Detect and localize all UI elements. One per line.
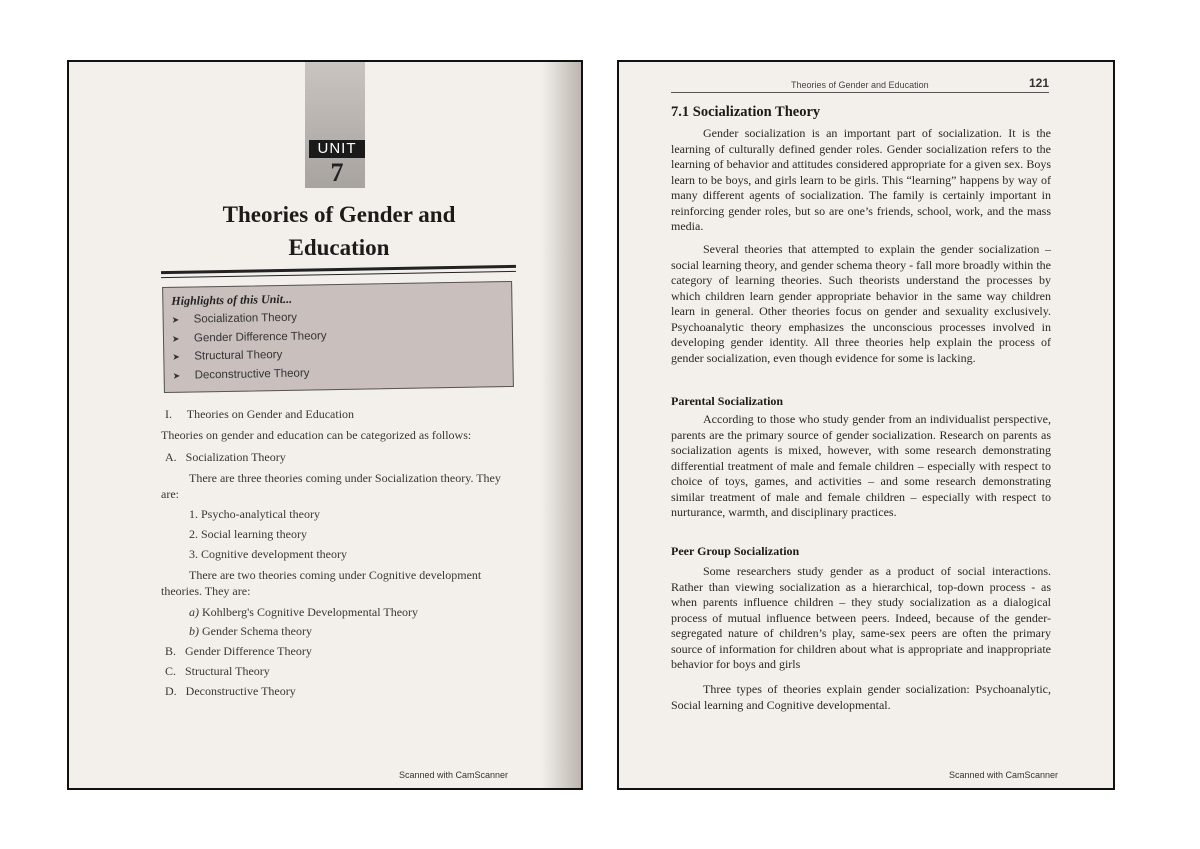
arrow-icon: ➤ <box>172 370 181 381</box>
cognitive-item-a-label: a) <box>189 605 199 619</box>
heading-parental-socialization: Parental Socialization <box>671 394 784 408</box>
right-page-paper <box>619 62 1113 788</box>
sub-list-item: 3. Cognitive development theory <box>189 547 347 561</box>
cognitive-item-a <box>189 605 418 620</box>
page-edge-shadow <box>541 62 581 788</box>
cognitive-item-b-text: Gender Schema theory <box>202 624 312 638</box>
arrow-icon: ➤ <box>172 351 180 362</box>
highlight-label: Gender Difference Theory <box>193 329 327 345</box>
left-page-frame <box>67 60 583 790</box>
paragraph-1: Gender socialization is an important part of socialization. It is the learning of culturally defined gender roles. Gender socialization refers to the learning of behavior and attitudes considered appropriate for a given sex. Boys learn to be boys, and girls learn to be girls. This “learning” happens by way of many different agents of socialization. The family is certainly important in reinforcing gender roles, but so are one’s friends, school, work, and the mass media. <box>671 126 1051 233</box>
highlight-label: Structural Theory <box>194 348 283 363</box>
highlight-label: Deconstructive Theory <box>194 367 310 382</box>
heading-peer-group-socialization: Peer Group Socialization <box>671 544 800 558</box>
item-b: B. Gender Difference Theory <box>165 644 312 658</box>
paragraph-2: Several theories that attempted to explain the gender socialization – social learning theory, and gender schema theory - fall more broadly within the category of learning theories. Such theorists understand the processes by which children learn gender appropriate behavior in the same way children learn in general. Other theories focus on gender and sexuality exclusively. Psychoanalytic theory emphasizes the unconscious processes involved in developing gender identity. All three theories help explain the process of gender socialization, even though evidence for some is lacking. <box>671 242 1051 365</box>
chapter-title <box>189 198 489 264</box>
item-a-text-line2: are: <box>161 487 179 501</box>
header-rule <box>671 92 1049 93</box>
chapter-title-line1: Theories of Gender and <box>222 202 456 227</box>
item-a-text-line1: There are three theories coming under Socialization theory. They <box>189 471 501 485</box>
sub-list-item: 2. Social learning theory <box>189 527 307 541</box>
section-heading: I. Theories on Gender and Education <box>165 407 355 421</box>
unit-number: 7 <box>330 158 344 187</box>
chapter-title-line2: Education <box>288 235 390 260</box>
highlight-label: Socialization Theory <box>193 311 298 326</box>
highlights-box <box>162 281 514 393</box>
paragraph-3: According to those who study gender from an individualist perspective, parents are the primary source of gender socialization. Research on parents as socialization agents is mixed, however, with some research demonstrating differential treatment of male and female children – especially with respect to choice of toys, games, and activities – and some research demonstrating similar treatment of male and female children – especially with respect to nurturance, warmth, and disciplinary practices. <box>671 412 1051 519</box>
section-title: 7.1 Socialization Theory <box>671 104 821 120</box>
cognitive-text-line1: There are two theories coming under Cognitive development <box>189 568 482 582</box>
left-page-paper <box>69 62 581 788</box>
highlights-title: Highlights of this Unit... <box>171 291 293 308</box>
item-d: D. Deconstructive Theory <box>165 684 296 698</box>
cognitive-item-b-label: b) <box>189 624 199 638</box>
arrow-icon: ➤ <box>171 333 180 344</box>
sub-list-item: 1. Psycho-analytical theory <box>189 507 320 521</box>
paragraph-5: Three types of theories explain gender socialization: Psychoanalytic, Social learning and Cognitive developmental. <box>671 682 1051 712</box>
item-c: C. Structural Theory <box>165 664 270 678</box>
scanner-footer: Scanned with CamScanner <box>399 770 509 780</box>
intro-text: Theories on gender and education can be categorized as follows: <box>161 428 472 442</box>
running-head: Theories of Gender and Education <box>791 80 929 90</box>
cognitive-item-a-text: Kohlberg's Cognitive Developmental Theory <box>202 605 419 619</box>
page-number: 121 <box>1029 76 1050 90</box>
paragraph-4: Some researchers study gender as a product of social interactions. Rather than viewing socialization as a hierarchical, top-down process - as when parents influence children – they study socialization as a dialogical process of mutual influence between peers. Indeed, because of the gender-segregated nature of children’s play, same-sex peers are often the primary source of information for children about what is appropriate and inappropriate behavior for boys and girls <box>671 564 1051 671</box>
unit-label: UNIT <box>309 140 365 158</box>
item-a: A. Socialization Theory <box>165 450 286 464</box>
cognitive-text-line2: theories. They are: <box>161 584 251 598</box>
scanner-footer: Scanned with CamScanner <box>949 770 1059 780</box>
right-page-frame <box>617 60 1115 790</box>
arrow-icon: ➤ <box>171 314 180 325</box>
cognitive-item-b <box>189 624 312 639</box>
